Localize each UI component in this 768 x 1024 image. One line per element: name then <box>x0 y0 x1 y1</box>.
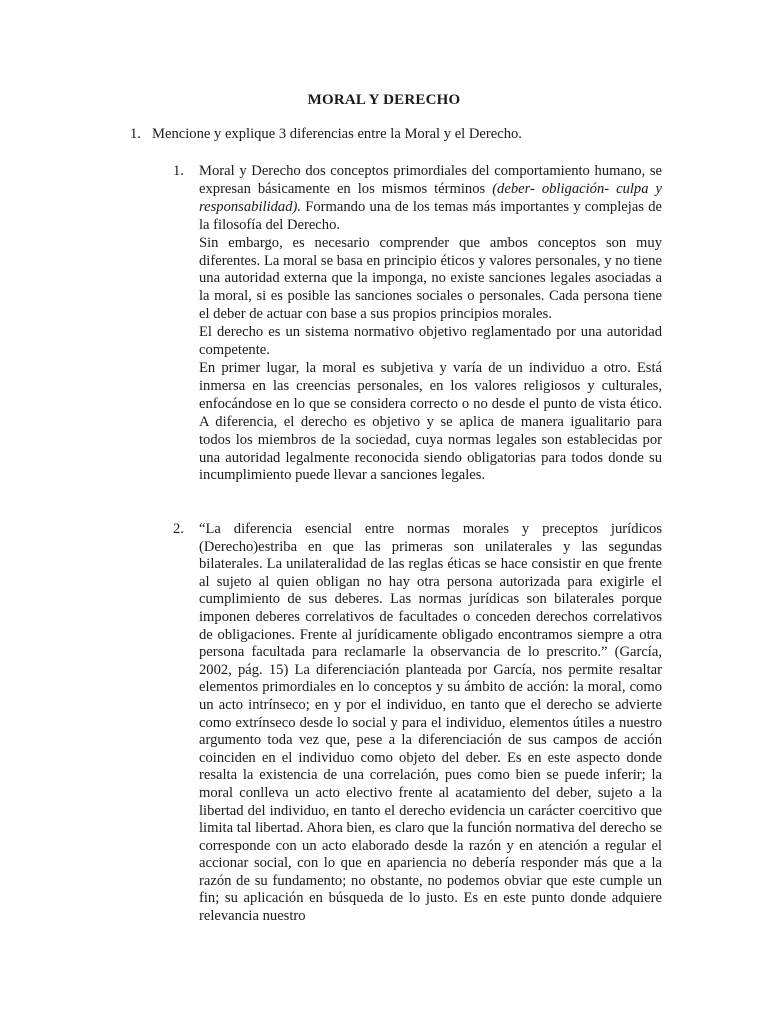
item-body <box>199 163 662 485</box>
item-body <box>199 521 662 926</box>
question-text: Mencione y explique 3 diferencias entre la Moral y el Derecho. <box>152 126 522 142</box>
text-run: Formando una de los temas más importantes y complejas de la filosofía del Derecho. <box>199 198 662 233</box>
text-run: Moral y Derecho dos conceptos primordiales del comportamiento humano, se expresan básicamente en los mismos términos <box>199 163 662 197</box>
paragraph: En primer lugar, la moral es subjetiva y varía de un individuo a otro. Está inmersa en las creencias personales, en los valores religiosos y culturales, enfocándose en lo que se considera correcto o no desde el punto de vista ético. A diferencia, el derecho es objetivo y se aplica de manera igualitario para todos los miembros de la sociedad, cuya normas legales son establecidas por una autoridad legalmente reconocida siendo obligatorias para todos donde su incumplimiento puede llevar a sanciones legales. <box>199 359 662 484</box>
paragraph: Sin embargo, es necesario comprender que ambos conceptos son muy diferentes. La moral se basa en principio éticos y valores personales, y no tiene una autoridad externa que la imponga, no existe sanciones legales asociadas a la moral, si es posible las sanciones sociales o personales. Cada persona tiene el deber de actuar con base a sus propios principios morales. <box>199 234 662 323</box>
item-number: 1. <box>173 163 184 179</box>
paragraph: El derecho es un sistema normativo objetivo reglamentado por una autoridad competente. <box>199 324 662 359</box>
paragraph: “La diferencia esencial entre normas morales y preceptos jurídicos (Derecho)estriba en que las primeras son unilaterales y las segundas bilaterales. La unilateralidad de las reglas éticas se hace consistir en que frente al sujeto al quien obligan no hay otra persona autorizada para exigirle el cumplimiento de sus deberes. Las normas jurídicas son bilaterales porque imponen deberes correlativos de facultades o conceden derechos correlativos de obligaciones. Frente al jurídicamente obligado encontramos siempre a otra persona facultada para reclamarle la observancia de lo prescrito.” (García, 2002, pág. 15) La diferenciación planteada por García, nos permite resaltar elementos primordiales en lo conceptos y su ámbito de acción: la moral, como un acto intrínseco; en y por el individuo, en tanto que el derecho se advierte como extrínseco desde lo social y para el individuo, elementos útiles a nuestro argumento toda vez que, pese a la diferenciación de sus campos de acción coinciden en el individuo como objeto del deber. Es en este aspecto donde resalta la existencia de una correlación, pues como bien se puede inferir; la moral conlleva un acto electivo frente al acatamiento del deber, sujeto a la libertad del individuo, en tanto el derecho evidencia un carácter coercitivo que limita tal libertad. Ahora bien, es claro que la función normativa del derecho se corresponde con un acto elaborado desde la razón y en atención a regular el accionar social, con lo que en apariencia no debería responder más que a la razón de su fundamento; no obstante, no podemos obviar que este cumple un fin; su aplicación en búsqueda de lo justo. Es en este punto donde adquiere relevancia nuestro <box>199 521 662 925</box>
document-title: MORAL Y DERECHO <box>307 92 461 108</box>
paragraph <box>199 163 662 235</box>
question-number: 1. <box>130 126 141 142</box>
italic-text-run: (deber- obligación- culpa y responsabilidad). <box>199 180 662 215</box>
item-number: 2. <box>173 521 184 537</box>
